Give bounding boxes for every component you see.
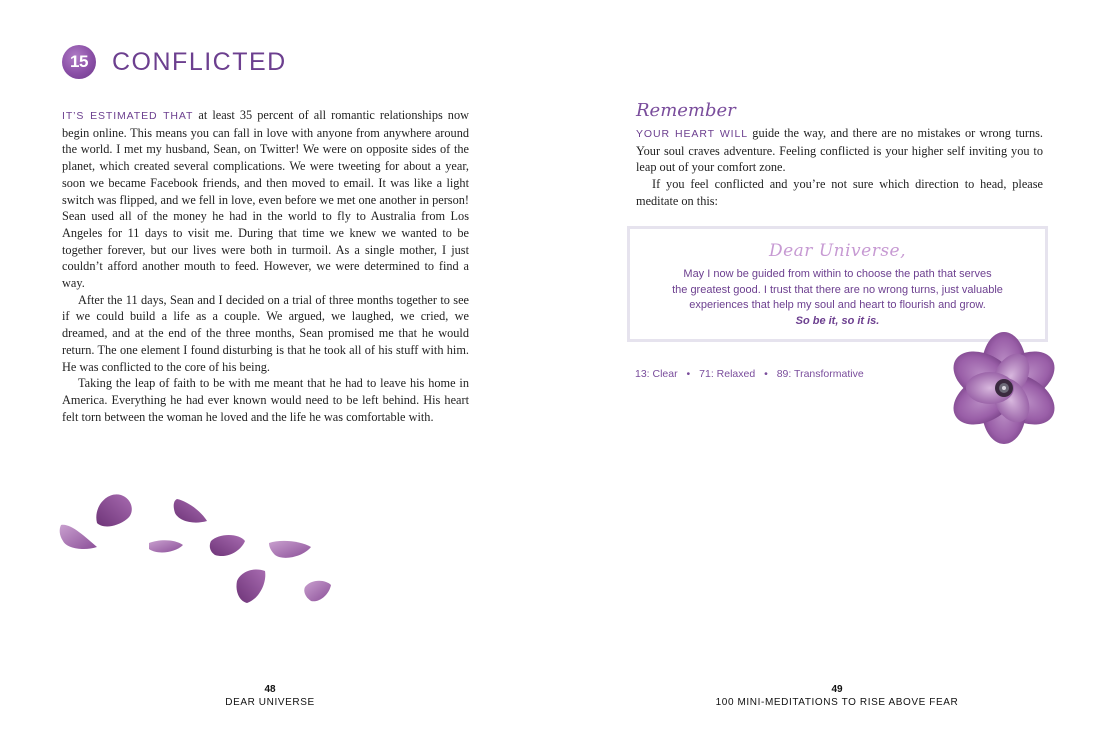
running-title: DEAR UNIVERSE (225, 697, 315, 708)
prayer-closing: So be it, so it is. (795, 314, 880, 327)
petal (236, 569, 265, 603)
related-link[interactable]: 71: Relaxed (699, 368, 756, 380)
separator: • (686, 368, 691, 380)
remember-paragraph-1-text: guide the way, and there are no mistakes or wrong turns. Your soul craves adventure. Feeling conflicted is your higher self inviting you to leap out of your comfort zone. (636, 126, 1043, 175)
paragraph-2: After the 11 days, Sean and I decided on a trial of three months together to see if we could build a life as a couple. We argued, we laughed, we cried, we dreamed, and at the end of the three months, Sean promised me that he would return. The one element I found disturbing is that he took all of his stuff with him. He was conflicted to the core of his being. (62, 292, 469, 374)
page-number: 49 (831, 684, 843, 695)
petal (174, 499, 207, 523)
chapter-title: CONFLICTED (112, 47, 287, 76)
prayer-text (658, 267, 1018, 329)
page-number: 48 (264, 684, 276, 695)
petal (269, 541, 311, 558)
petal (60, 525, 97, 549)
prayer-line: experiences that help my soul and heart to flourish and grow. (689, 299, 986, 311)
paragraph-1 (62, 107, 469, 292)
separator: • (764, 368, 768, 380)
running-title: 100 MINI-MEDITATIONS TO RISE ABOVE FEAR (715, 697, 959, 708)
remember-heading: Remember (636, 100, 736, 121)
petal (304, 581, 331, 602)
lead-caps: IT’S ESTIMATED THAT (62, 110, 194, 122)
remember-paragraph-2: If you feel conflicted and you’re not sure which direction to head, please meditate on this: (636, 177, 1043, 208)
chapter-heading (62, 45, 287, 79)
prayer-line: the greatest good. I trust that there are no wrong turns, just valuable (672, 283, 1003, 296)
flower-illustration (945, 332, 1063, 446)
chapter-body (62, 107, 469, 425)
related-link[interactable]: 13: Clear (635, 368, 678, 380)
remember-paragraph-1 (636, 125, 1043, 176)
left-folio (0, 684, 540, 710)
petal (149, 540, 183, 552)
prayer-box (627, 226, 1048, 342)
right-folio (692, 684, 982, 710)
related-link[interactable]: 89: Transformative (776, 368, 864, 380)
chapter-number-badge: 15 (62, 45, 96, 79)
lead-caps: YOUR HEART WILL (636, 128, 748, 140)
petals-illustration (55, 485, 355, 615)
petal (210, 535, 245, 556)
paragraph-1-text: at least 35 percent of all romantic relationships now begin online. This means you can fall in love with anyone from anywhere around the world. I met my husband, Sean, on Twitter! We were on opposite sides of the planet, which created several complications. We were tweeting for about a year, soon we became Facebook friends, and then moved to email. It was like a light switch was flipped, and we fell in love, even before we met one another in person! Sean used all of the money he had in the world to fly to Australia from Los Angeles for 11 days to visit me. During that time we knew we wanted to be together forever, but our lives were both in turmoil. As a single mother, I just couldn’t afford another mouth to feed. However, we were determined to find a way. (62, 108, 469, 291)
petal (96, 494, 131, 526)
paragraph-3: Taking the leap of faith to be with me meant that he had to leave his home in America. Everything he had ever known would need to be left behind. His heart felt torn between the woman he loved and the life he was comfortable with. (62, 376, 469, 424)
prayer-line: May I now be guided from within to choose the path that serves (683, 268, 992, 280)
prayer-title: Dear Universe, (768, 241, 907, 261)
remember-body (636, 125, 1043, 210)
related-meditations (635, 368, 864, 380)
right-page (552, 0, 1104, 736)
